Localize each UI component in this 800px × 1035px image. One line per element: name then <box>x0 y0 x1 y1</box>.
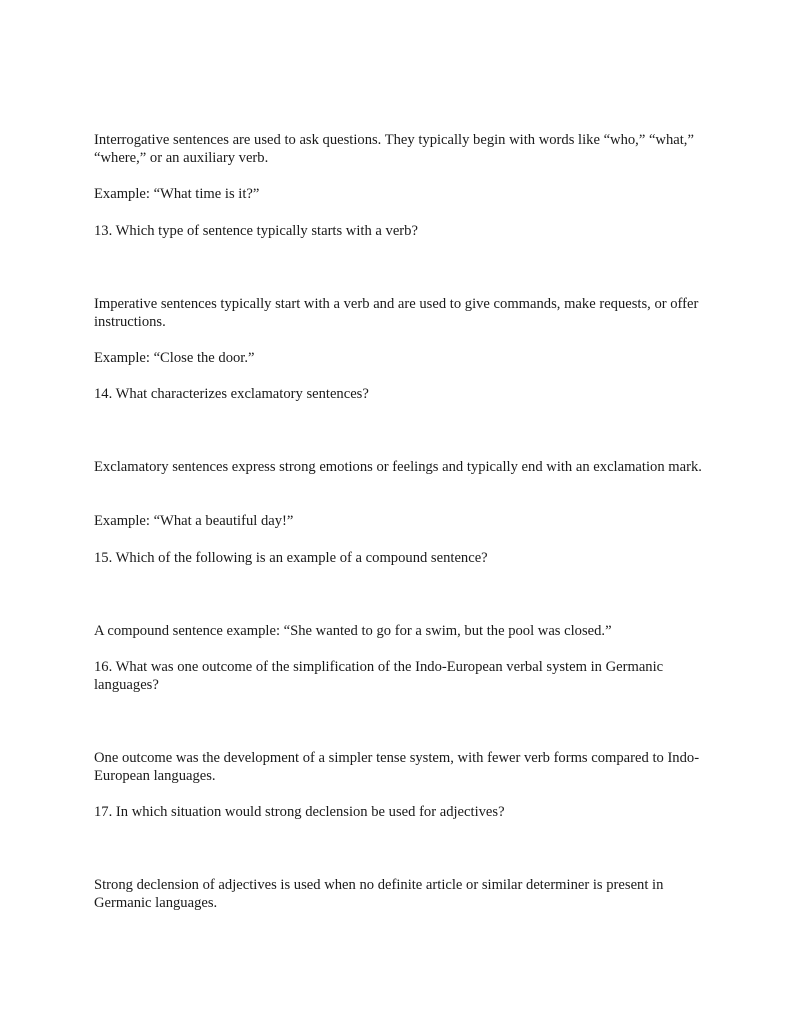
answer-paragraph: Imperative sentences typically start with a verb and are used to give commands, make requests, or offer instructions. <box>94 296 699 330</box>
answer-paragraph: Strong declension of adjectives is used when no definite article or similar determiner is present in Germanic languages. <box>94 877 664 911</box>
question-15: 15. Which of the following is an example of a compound sentence? <box>94 550 488 566</box>
answer-paragraph: Exclamatory sentences express strong emotions or feelings and typically end with an exclamation mark. <box>94 459 702 475</box>
example-line: Example: “Close the door.” <box>94 350 255 366</box>
question-14: 14. What characterizes exclamatory sentences? <box>94 386 369 402</box>
question-16: 16. What was one outcome of the simplification of the Indo-European verbal system in Germanic languages? <box>94 659 664 693</box>
answer-paragraph: Interrogative sentences are used to ask questions. They typically begin with words like “who,” “what,” “where,” or an auxiliary verb. <box>94 132 694 166</box>
question-17: 17. In which situation would strong declension be used for adjectives? <box>94 804 505 820</box>
example-line: Example: “What time is it?” <box>94 186 260 202</box>
answer-paragraph: One outcome was the development of a simpler tense system, with fewer verb forms compared to Indo-European languages. <box>94 750 700 784</box>
answer-paragraph: A compound sentence example: “She wanted to go for a swim, but the pool was closed.” <box>94 623 612 639</box>
question-13: 13. Which type of sentence typically starts with a verb? <box>94 223 418 239</box>
example-line: Example: “What a beautiful day!” <box>94 513 294 529</box>
